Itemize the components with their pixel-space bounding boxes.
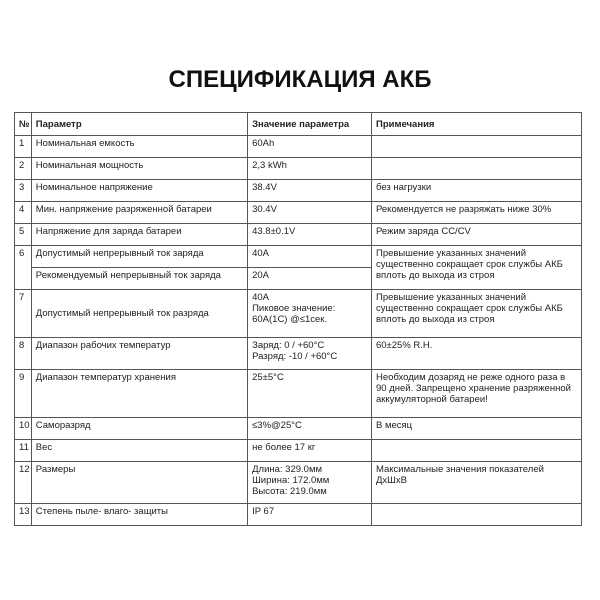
row-note: Рекомендуется не разряжать ниже 30%: [371, 202, 581, 224]
row-number: 3: [15, 180, 32, 202]
row-parameter: Допустимый непрерывный ток разряда: [31, 290, 247, 338]
row-number: 2: [15, 158, 32, 180]
row-parameter: Номинальная мощность: [31, 158, 247, 180]
row-number: 6: [15, 246, 32, 290]
row-note: Необходим дозаряд не реже одного раза в 90 дней. Запрещено хранение разряженной аккумуляторной батареи!: [371, 370, 581, 418]
row-value: 20A: [248, 268, 372, 290]
row-number: 9: [15, 370, 32, 418]
row-note: Превышение указанных значений существенно сокращает срок службы АКБ вплоть до выхода из строя: [371, 246, 581, 290]
row-number: 7: [15, 290, 32, 338]
table-row: [15, 158, 582, 180]
row-parameter: Номинальная емкость: [31, 136, 247, 158]
table-row: [15, 224, 582, 246]
row-parameter: Допустимый непрерывный ток заряда: [31, 246, 247, 268]
row-number: 8: [15, 338, 32, 370]
row-parameter: Степень пыле- влаго- защиты: [31, 504, 247, 526]
row-value: 43.8±0.1V: [248, 224, 372, 246]
table-row: [15, 202, 582, 224]
row-value: 25±5°C: [248, 370, 372, 418]
row-note: [371, 158, 581, 180]
row-value: ≤3%@25°C: [248, 418, 372, 440]
table-row: [15, 338, 582, 370]
header-value: Значение параметра: [248, 113, 372, 136]
row-number: 13: [15, 504, 32, 526]
table-row: [15, 440, 582, 462]
row-value: Длина: 329.0мм Ширина: 172.0мм Высота: 219.0мм: [248, 462, 372, 504]
row-number: 11: [15, 440, 32, 462]
header-notes: Примечания: [371, 113, 581, 136]
table-row: [15, 370, 582, 418]
row-number: 5: [15, 224, 32, 246]
row-value: 60Ah: [248, 136, 372, 158]
table-row: [15, 180, 582, 202]
row-parameter: Диапазон рабочих температур: [31, 338, 247, 370]
row-note: без нагрузки: [371, 180, 581, 202]
row-value: Заряд: 0 / +60°C Разряд: -10 / +60°C: [248, 338, 372, 370]
row-value: 40A: [248, 246, 372, 268]
row-value: IP 67: [248, 504, 372, 526]
header-number: №: [15, 113, 32, 136]
table-row: [15, 290, 582, 338]
header-parameter: Параметр: [31, 113, 247, 136]
row-value: 40A Пиковое значение: 60A(1C) @≤1сек.: [248, 290, 372, 338]
row-note: Превышение указанных значений существенно сокращает срок службы АКБ вплоть до выхода из строя: [371, 290, 581, 338]
page-title: СПЕЦИФИКАЦИЯ АКБ: [168, 66, 432, 93]
row-parameter: Номинальное напряжение: [31, 180, 247, 202]
table-row: [15, 418, 582, 440]
row-note: [371, 504, 581, 526]
row-note: [371, 136, 581, 158]
row-value: 38.4V: [248, 180, 372, 202]
row-number: 1: [15, 136, 32, 158]
row-parameter: Вес: [31, 440, 247, 462]
row-parameter: Диапазон температур хранения: [31, 370, 247, 418]
table-header-row: [15, 113, 582, 136]
row-number: 10: [15, 418, 32, 440]
row-value: 2,3 kWh: [248, 158, 372, 180]
row-parameter: Размеры: [31, 462, 247, 504]
table-row: [15, 504, 582, 526]
row-parameter: Саморазряд: [31, 418, 247, 440]
spec-table: [14, 112, 582, 526]
row-value: не более 17 кг: [248, 440, 372, 462]
row-note: В месяц: [371, 418, 581, 440]
table-row: [15, 462, 582, 504]
row-note: [371, 440, 581, 462]
table-row: [15, 246, 582, 268]
row-parameter: Напряжение для заряда батареи: [31, 224, 247, 246]
row-note: Максимальные значения показателей ДхШхВ: [371, 462, 581, 504]
row-value: 30.4V: [248, 202, 372, 224]
row-number: 4: [15, 202, 32, 224]
row-parameter: Мин. напряжение разряженной батареи: [31, 202, 247, 224]
row-note: Режим заряда CC/CV: [371, 224, 581, 246]
row-number: 12: [15, 462, 32, 504]
table-row: [15, 136, 582, 158]
row-parameter: Рекомендуемый непрерывный ток заряда: [31, 268, 247, 290]
row-note: 60±25% R.H.: [371, 338, 581, 370]
